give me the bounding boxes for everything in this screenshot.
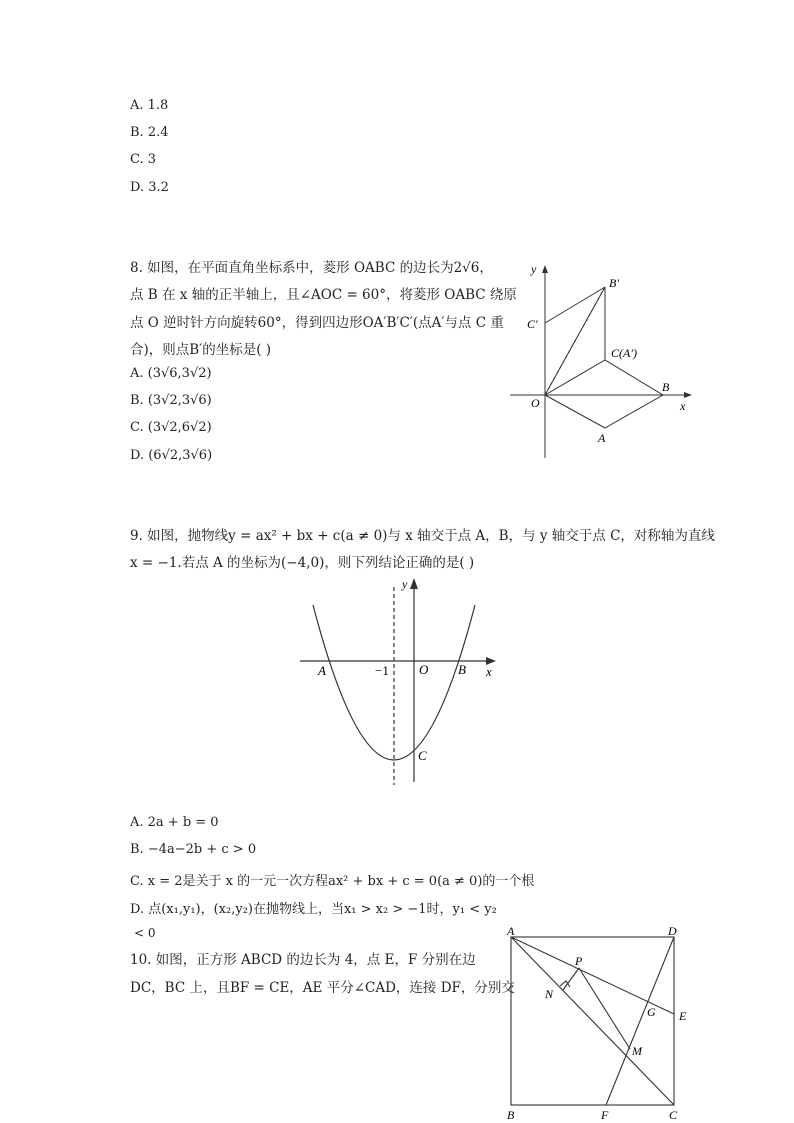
q8-rhombus-figure: [505, 258, 705, 463]
q8-option-d: D. (6√2,3√6): [130, 448, 213, 463]
label-c-a-prime: C(A′): [611, 346, 637, 360]
label-c: C: [418, 748, 427, 763]
label-x: x: [680, 399, 686, 413]
label-a: A: [598, 431, 606, 445]
label-b-prime: B′: [609, 276, 619, 290]
label-g: G: [647, 1005, 656, 1019]
rhombus-oabc: [545, 360, 663, 428]
label-o: O: [531, 396, 540, 410]
q9-option-d: D. 点(x₁,y₁)，(x₂,y₂)在抛物线上，当x₁ > x₂ > −1时，y₁ < y₂: [130, 902, 497, 917]
q10-stem-line-2: DC，BC 上，且BF = CE，AE 平分∠CAD，连接 DF，分别交: [130, 980, 515, 996]
q9-stem-line-2: x = −1.若点 A 的坐标为(−4,0)，则下列结论正确的是( ): [130, 555, 475, 571]
side-c-prime-b-prime: [545, 287, 605, 323]
q9-stem-line-1: 9. 如图，抛物线y = ax² + bx + c(a ≠ 0)与 x 轴交于点 A，B，与 y 轴交于点 C，对称轴为直线: [130, 528, 715, 544]
label-y: y: [531, 262, 537, 276]
q8-stem-line-2: 点 B 在 x 轴的正半轴上，且∠AOC = 60°，将菱形 OABC 绕原: [130, 287, 517, 303]
q9-option-d-continued: < 0: [134, 926, 156, 940]
segment-pm: [579, 968, 630, 1049]
q9-option-b: B. −4a−2b + c > 0: [130, 842, 257, 857]
diagonal-ac: [511, 937, 674, 1105]
label-neg-one: −1: [375, 663, 389, 678]
q8-option-b: B. (3√2,3√6): [130, 393, 212, 408]
label-a: A: [318, 663, 326, 678]
label-o: O: [419, 662, 429, 677]
q8-stem-line-1: 8. 如图，在平面直角坐标系中，菱形 OABC 的边长为2√6，: [130, 260, 493, 276]
label-y: y: [402, 577, 408, 591]
segment-np: [563, 968, 579, 990]
q8-stem-line-3: 点 O 逆时针方向旋转60°，得到四边形OA′B′C′(点A′与点 C 重: [130, 315, 504, 331]
label-p: P: [575, 954, 583, 968]
label-f: F: [601, 1108, 609, 1122]
q8-option-a: A. (3√6,3√2): [130, 366, 212, 381]
label-b: B: [507, 1108, 515, 1122]
segment-ae: [511, 937, 674, 1014]
q10-stem-line-1: 10. 如图，正方形 ABCD 的边长为 4，点 E，F 分别在边: [130, 952, 476, 968]
q9-parabola-figure: [295, 575, 505, 790]
q7-option-c: C. 3: [130, 152, 157, 167]
label-b: B: [662, 380, 670, 394]
q9-option-a: A. 2a + b = 0: [130, 815, 219, 830]
q7-option-b: B. 2.4: [130, 125, 169, 140]
label-e: E: [679, 1009, 687, 1023]
q7-option-d: D. 3.2: [130, 180, 169, 195]
q7-option-a: A. 1.8: [130, 98, 169, 113]
q9-option-c: C. x = 2是关于 x 的一元一次方程ax² + bx + c = 0(a ≠ 0)的一个根: [130, 874, 535, 889]
label-x: x: [486, 664, 492, 679]
segment-df: [606, 937, 674, 1105]
label-d: D: [668, 924, 677, 938]
label-b: B: [458, 662, 466, 677]
y-axis-arrow-icon: [410, 578, 418, 589]
x-axis-arrow-icon: [684, 392, 692, 398]
y-axis-arrow-icon: [542, 265, 548, 273]
label-m: M: [632, 1044, 642, 1058]
label-c: C: [669, 1108, 678, 1122]
q8-option-c: C. (3√2,6√2): [130, 420, 212, 435]
q8-stem-line-4: 合)，则点B′的坐标是( ): [130, 342, 272, 358]
label-c-prime: C′: [527, 317, 538, 331]
label-a: A: [507, 924, 515, 938]
label-n: N: [545, 987, 554, 1001]
q10-square-figure: [500, 922, 700, 1122]
